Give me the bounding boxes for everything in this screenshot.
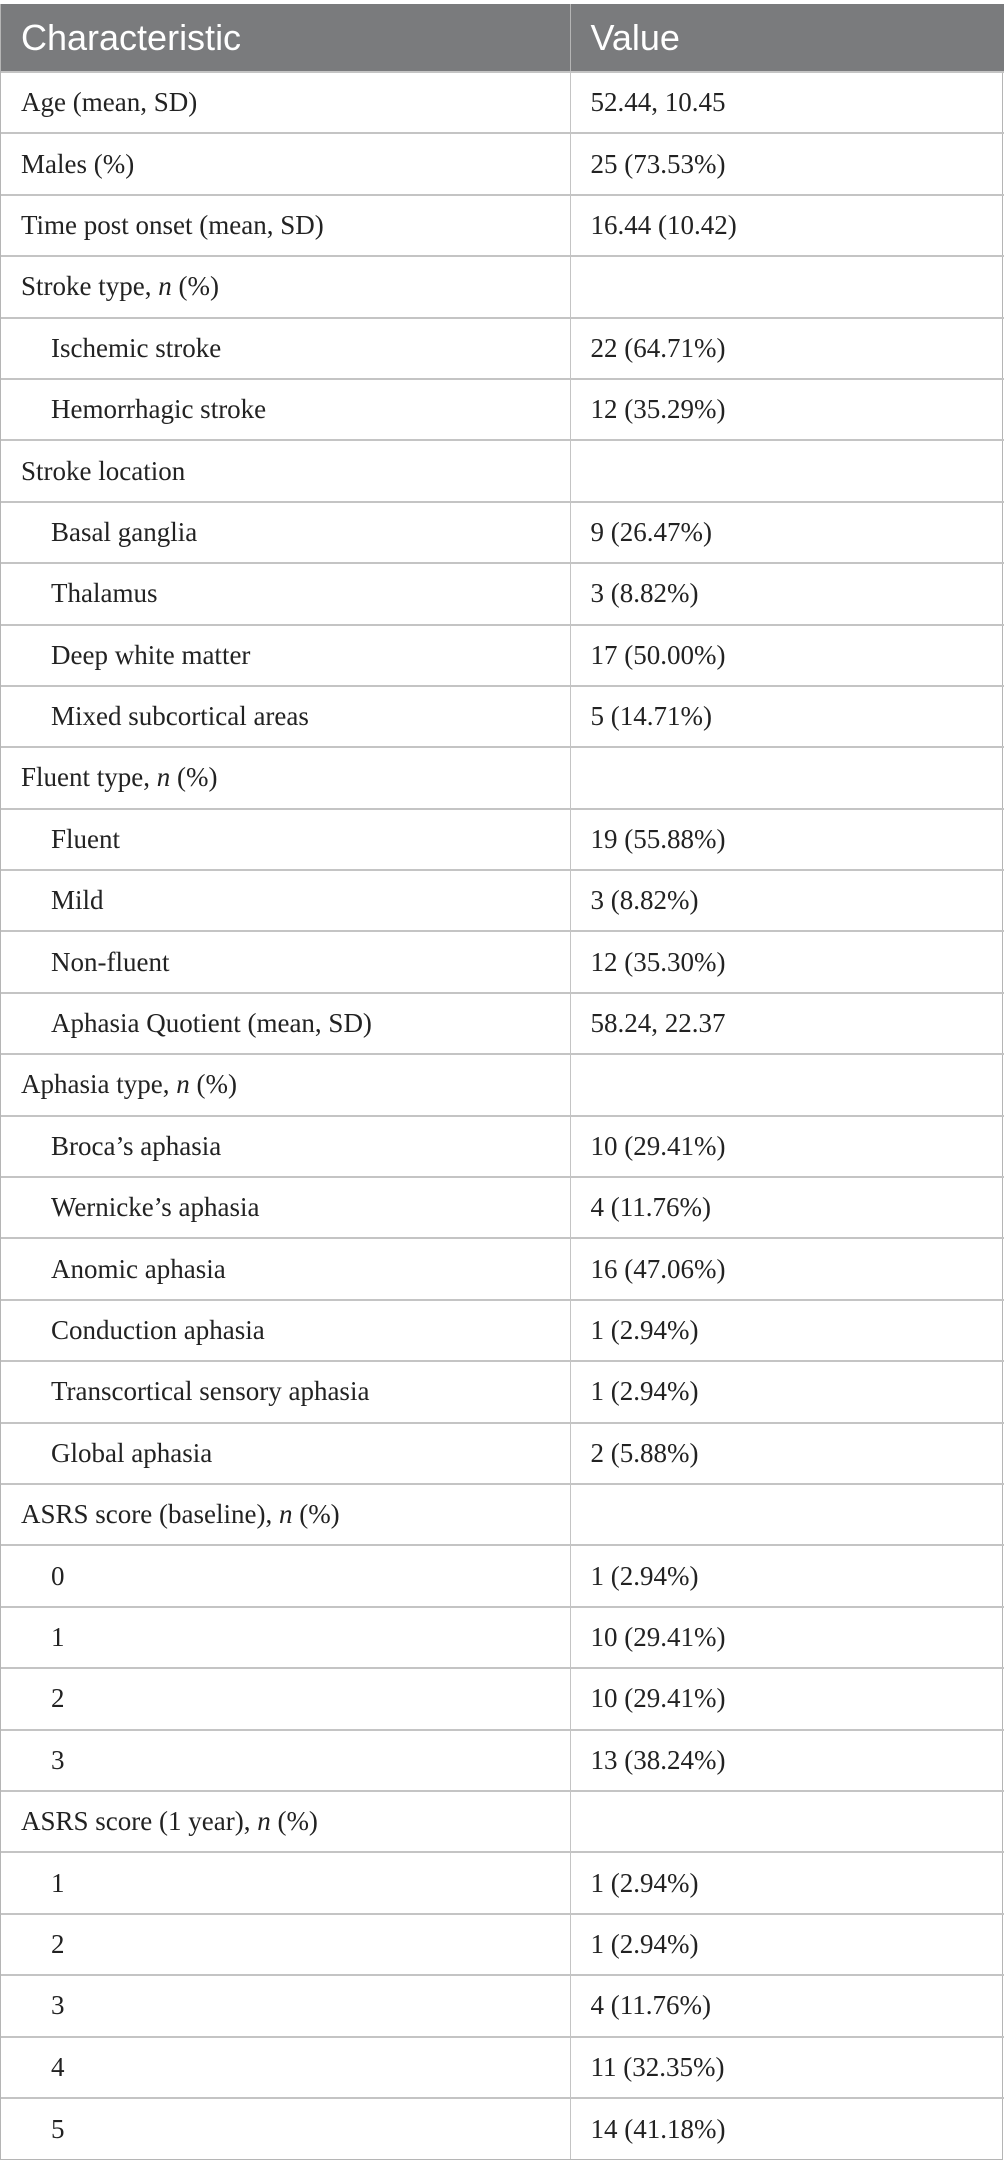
value-cell: 19 (55.88%) xyxy=(570,809,1004,870)
value-cell: 1 (2.94%) xyxy=(570,1545,1004,1606)
value-cell: 2 (5.88%) xyxy=(570,1423,1004,1484)
table-row xyxy=(1,256,1004,317)
characteristic-cell: Conduction aphasia xyxy=(1,1300,570,1361)
characteristic-cell: Transcortical sensory aphasia xyxy=(1,1361,570,1422)
table-row xyxy=(1,993,1004,1054)
characteristic-cell: ASRS score (baseline), n (%) xyxy=(1,1484,570,1545)
value-cell: 1 (2.94%) xyxy=(570,1300,1004,1361)
characteristics-table-container xyxy=(0,4,1003,2160)
characteristic-cell: 1 xyxy=(1,1607,570,1668)
characteristic-cell: Thalamus xyxy=(1,563,570,624)
characteristic-cell: ASRS score (1 year), n (%) xyxy=(1,1791,570,1852)
value-cell xyxy=(570,747,1004,808)
characteristic-cell: Hemorrhagic stroke xyxy=(1,379,570,440)
table-row xyxy=(1,195,1004,256)
characteristic-cell: Wernicke’s aphasia xyxy=(1,1177,570,1238)
value-cell: 14 (41.18%) xyxy=(570,2098,1004,2159)
value-cell: 1 (2.94%) xyxy=(570,1852,1004,1913)
table-row xyxy=(1,1238,1004,1299)
characteristic-cell: Stroke type, n (%) xyxy=(1,256,570,317)
characteristic-cell: Non-fluent xyxy=(1,931,570,992)
value-cell: 4 (11.76%) xyxy=(570,1975,1004,2036)
value-cell: 17 (50.00%) xyxy=(570,625,1004,686)
value-cell: 1 (2.94%) xyxy=(570,1361,1004,1422)
characteristic-cell: 5 xyxy=(1,2098,570,2159)
value-cell: 10 (29.41%) xyxy=(570,1668,1004,1729)
characteristic-cell: Deep white matter xyxy=(1,625,570,686)
value-cell: 5 (14.71%) xyxy=(570,686,1004,747)
table-row xyxy=(1,1607,1004,1668)
stat-n-symbol: n xyxy=(158,271,172,302)
table-body xyxy=(1,72,1004,2159)
table-row xyxy=(1,1852,1004,1913)
table-row xyxy=(1,72,1004,133)
table-row xyxy=(1,1791,1004,1852)
value-cell: 4 (11.76%) xyxy=(570,1177,1004,1238)
characteristic-cell: Mild xyxy=(1,870,570,931)
value-cell xyxy=(570,256,1004,317)
value-cell xyxy=(570,1484,1004,1545)
table-row xyxy=(1,133,1004,194)
value-cell: 1 (2.94%) xyxy=(570,1914,1004,1975)
stat-n-symbol: n xyxy=(278,1499,293,1530)
table-row xyxy=(1,686,1004,747)
table-row xyxy=(1,1975,1004,2036)
characteristic-cell: 2 xyxy=(1,1668,570,1729)
table-row xyxy=(1,563,1004,624)
value-cell: 9 (26.47%) xyxy=(570,502,1004,563)
characteristic-cell: Basal ganglia xyxy=(1,502,570,563)
characteristic-cell: 0 xyxy=(1,1545,570,1606)
stat-n-symbol: n xyxy=(176,1069,190,1100)
table-row xyxy=(1,1484,1004,1545)
table-row xyxy=(1,809,1004,870)
table-row xyxy=(1,1423,1004,1484)
characteristic-cell: Ischemic stroke xyxy=(1,318,570,379)
characteristic-cell: Broca’s aphasia xyxy=(1,1116,570,1177)
characteristic-cell: Anomic aphasia xyxy=(1,1238,570,1299)
characteristic-cell: Aphasia type, n (%) xyxy=(1,1054,570,1115)
value-cell: 11 (32.35%) xyxy=(570,2037,1004,2098)
value-cell xyxy=(570,440,1004,501)
value-cell: 25 (73.53%) xyxy=(570,133,1004,194)
table-header xyxy=(1,4,1004,72)
header-row xyxy=(1,4,1004,72)
table-row xyxy=(1,870,1004,931)
characteristic-cell: Age (mean, SD) xyxy=(1,72,570,133)
characteristic-cell: 2 xyxy=(1,1914,570,1975)
stat-n-symbol: n xyxy=(257,1806,271,1837)
value-cell xyxy=(570,1054,1004,1115)
table-row xyxy=(1,2098,1004,2159)
table-row xyxy=(1,1054,1004,1115)
table-row xyxy=(1,440,1004,501)
table-row xyxy=(1,1730,1004,1791)
value-cell: 58.24, 22.37 xyxy=(570,993,1004,1054)
value-cell: 12 (35.30%) xyxy=(570,931,1004,992)
table-row xyxy=(1,1361,1004,1422)
value-cell: 12 (35.29%) xyxy=(570,379,1004,440)
value-cell: 52.44, 10.45 xyxy=(570,72,1004,133)
table-row xyxy=(1,1300,1004,1361)
characteristic-cell: Males (%) xyxy=(1,133,570,194)
table-row xyxy=(1,1668,1004,1729)
table-row xyxy=(1,625,1004,686)
table-row xyxy=(1,1914,1004,1975)
characteristic-cell: Time post onset (mean, SD) xyxy=(1,195,570,256)
table-row xyxy=(1,502,1004,563)
value-cell: 16.44 (10.42) xyxy=(570,195,1004,256)
value-cell: 13 (38.24%) xyxy=(570,1730,1004,1791)
characteristic-cell: Mixed subcortical areas xyxy=(1,686,570,747)
table-row xyxy=(1,318,1004,379)
characteristic-cell: 1 xyxy=(1,1852,570,1913)
table-row xyxy=(1,931,1004,992)
table-row xyxy=(1,1545,1004,1606)
value-cell: 10 (29.41%) xyxy=(570,1116,1004,1177)
value-cell xyxy=(570,1791,1004,1852)
header-value: Value xyxy=(570,4,1004,72)
value-cell: 22 (64.71%) xyxy=(570,318,1004,379)
characteristic-cell: 3 xyxy=(1,1730,570,1791)
value-cell: 3 (8.82%) xyxy=(570,870,1004,931)
characteristic-cell: Aphasia Quotient (mean, SD) xyxy=(1,993,570,1054)
stat-n-symbol: n xyxy=(156,762,171,793)
characteristic-cell: Global aphasia xyxy=(1,1423,570,1484)
table-row xyxy=(1,1116,1004,1177)
table-row xyxy=(1,1177,1004,1238)
characteristic-cell: Fluent type, n (%) xyxy=(1,747,570,808)
characteristics-table xyxy=(1,4,1004,2159)
characteristic-cell: 3 xyxy=(1,1975,570,2036)
table-row xyxy=(1,379,1004,440)
value-cell: 16 (47.06%) xyxy=(570,1238,1004,1299)
characteristic-cell: Stroke location xyxy=(1,440,570,501)
table-row xyxy=(1,747,1004,808)
value-cell: 10 (29.41%) xyxy=(570,1607,1004,1668)
characteristic-cell: Fluent xyxy=(1,809,570,870)
table-row xyxy=(1,2037,1004,2098)
header-characteristic: Characteristic xyxy=(1,4,570,72)
characteristic-cell: 4 xyxy=(1,2037,570,2098)
value-cell: 3 (8.82%) xyxy=(570,563,1004,624)
